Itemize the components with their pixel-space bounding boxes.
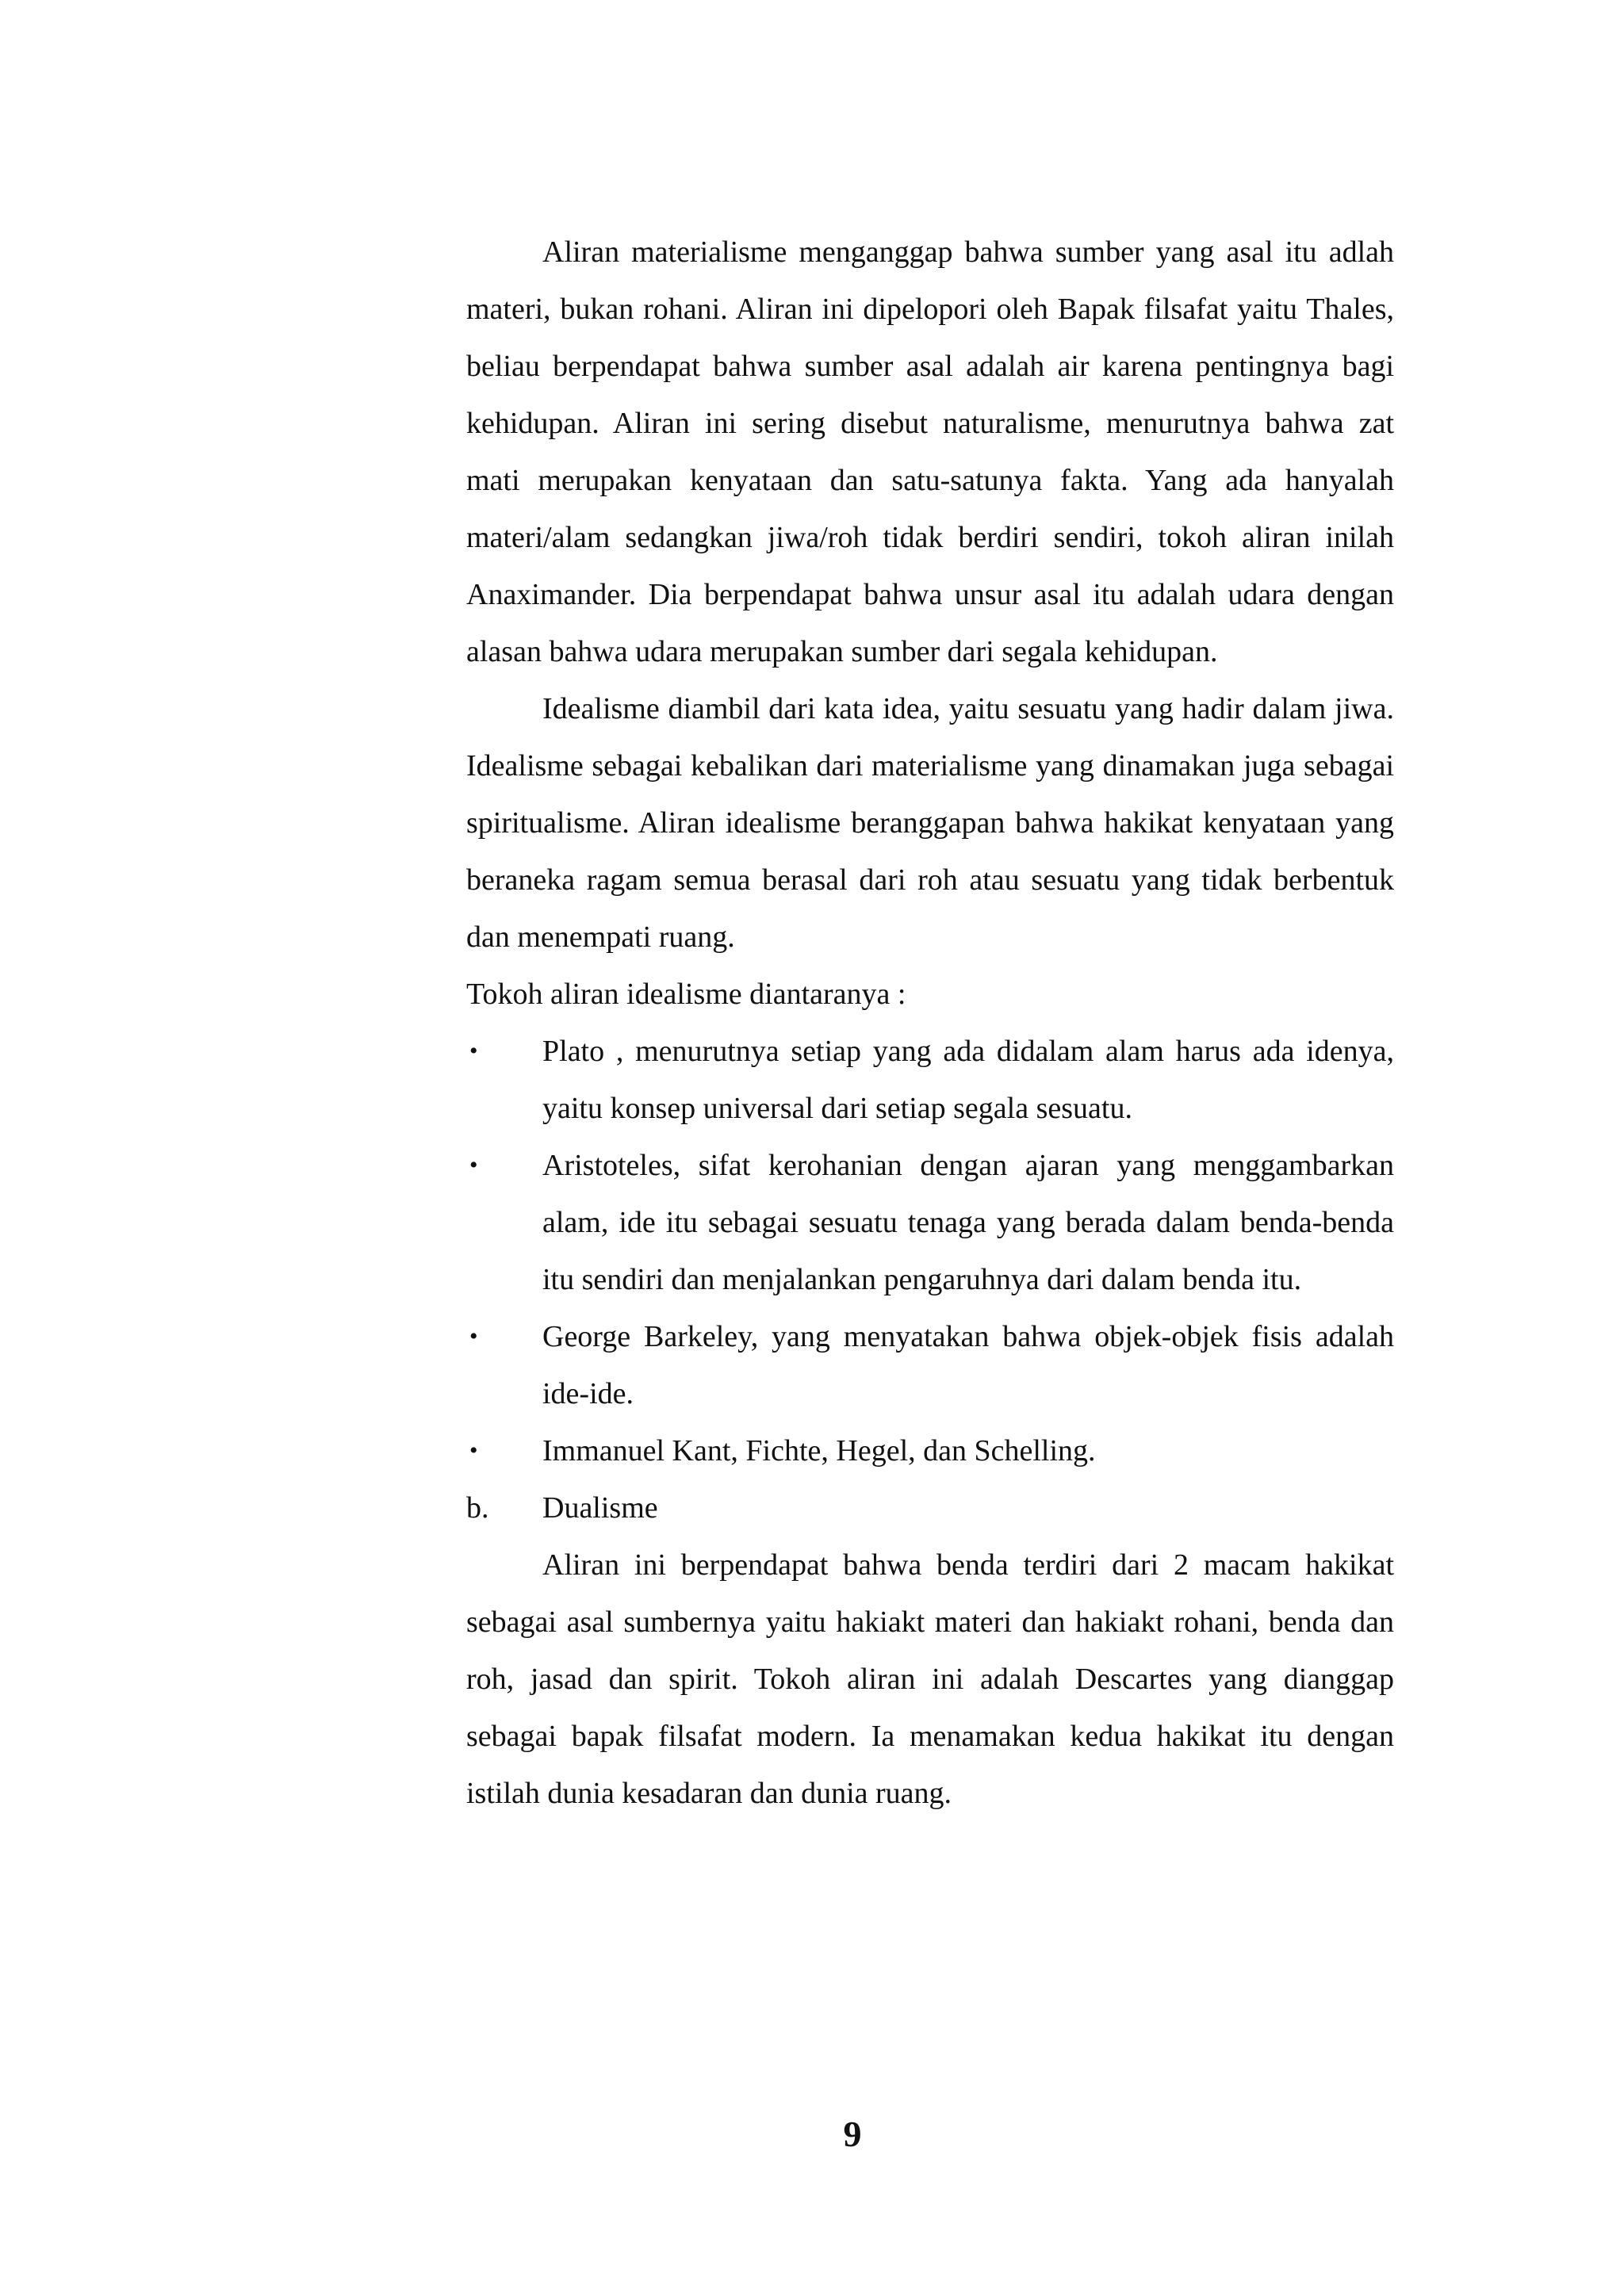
bullet-icon: •: [469, 1323, 478, 1349]
section-letter: b.: [466, 1491, 489, 1525]
list-intro: Tokoh aliran idealisme diantaranya :: [466, 978, 906, 1011]
list-item: [466, 1308, 1394, 1422]
paragraph-dualisme: Aliran ini berpendapat bahwa benda terdiri dari 2 macam hakikat sebagai asal sumbernya yaitu hakiakt materi dan hakiakt rohani, benda dan roh, jasad dan spirit. Tokoh aliran ini adalah Descartes yang dianggap sebagai bapak filsafat modern. Ia menamakan kedua hakikat itu dengan istilah dunia kesadaran dan dunia ruang.: [466, 1548, 1394, 1810]
paragraph-materialisme: Aliran materialisme menganggap bahwa sumber yang asal itu adlah materi, bukan rohani. Aliran ini dipelopori oleh Bapak filsafat yaitu Thales, beliau berpendapat bahwa sumber asal adalah air karena pentingnya bagi kehidupan. Aliran ini sering disebut naturalisme, menurutnya bahwa zat mati merupakan kenyataan dan satu-satunya fakta. Yang ada hanyalah materi/alam sedangkan jiwa/roh tidak berdiri sendiri, tokoh aliran inilah Anaximander. Dia berpendapat bahwa unsur asal itu adalah udara dengan alasan bahwa udara merupakan sumber dari segala kehidupan.: [466, 235, 1394, 668]
list-item: [466, 1023, 1394, 1137]
list-item-text: Immanuel Kant, Fichte, Hegel, dan Schelling.: [542, 1434, 1096, 1468]
page-number: 9: [843, 2114, 862, 2154]
body-text: [466, 224, 1394, 1822]
list-item-text: Plato , menurutnya setiap yang ada didalam alam harus ada idenya, yaitu konsep universal dari setiap segala sesuatu.: [542, 1035, 1394, 1125]
list-item: [466, 1137, 1394, 1308]
section-heading-dualisme: [466, 1479, 1394, 1536]
paragraph-idealisme: Idealisme diambil dari kata idea, yaitu sesuatu yang hadir dalam jiwa. Idealisme sebagai kebalikan dari materialisme yang dinamakan juga sebagai spiritualisme. Aliran idealisme beranggapan bahwa hakikat kenyataan yang beraneka ragam semua berasal dari roh atau sesuatu yang tidak berbentuk dan menempati ruang.: [466, 692, 1394, 954]
bullet-icon: •: [469, 1038, 478, 1064]
bullet-icon: •: [469, 1152, 478, 1178]
list-item-text: Aristoteles, sifat kerohanian dengan ajaran yang menggambarkan alam, ide itu sebagai sesuatu tenaga yang berada dalam benda-benda itu sendiri dan menjalankan pengaruhnya dari dalam benda itu.: [542, 1149, 1394, 1296]
list-item: [466, 1422, 1394, 1479]
bullet-icon: •: [469, 1437, 478, 1464]
section-title: Dualisme: [542, 1491, 658, 1525]
list-item-text: George Barkeley, yang menyatakan bahwa objek-objek fisis adalah ide-ide.: [542, 1320, 1394, 1410]
tokoh-idealisme-list: [466, 1023, 1394, 1479]
